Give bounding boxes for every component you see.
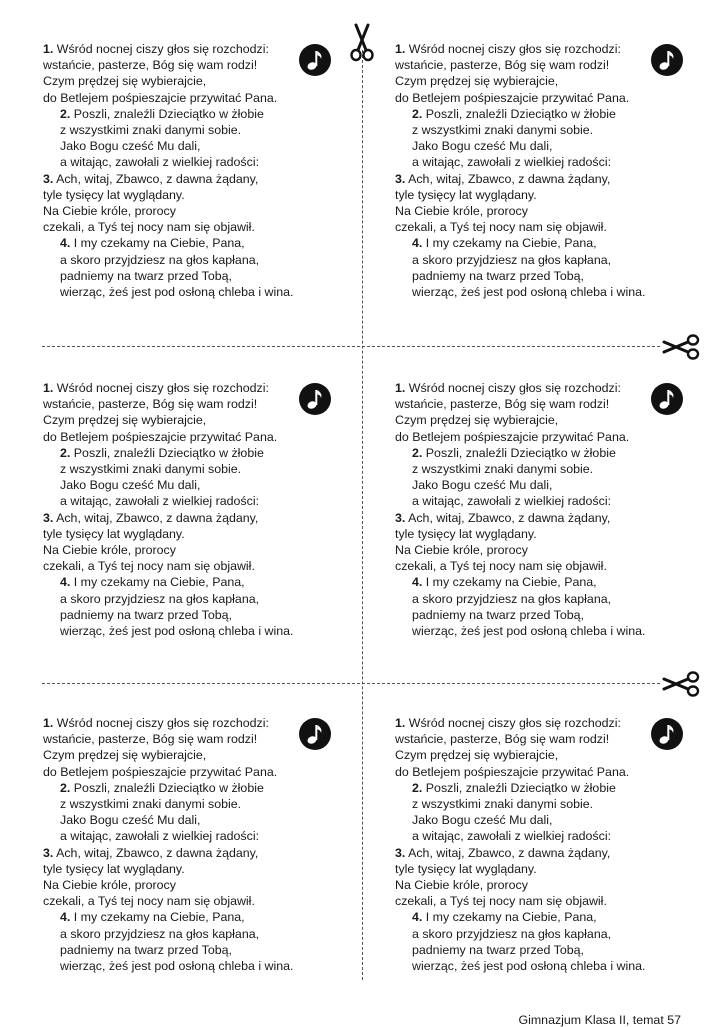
lyrics-line	[43, 861, 343, 877]
lyrics-line-text: czekali, a Tyś tej nocy nam się objawił.	[395, 559, 607, 574]
lyrics-line-text: a skoro przyjdziesz na głos kapłana,	[60, 252, 260, 267]
lyrics-line-text: I my czekamy na Ciebie, Pana,	[70, 575, 245, 590]
lyrics-line-text: Jako Bogu cześć Mu dali,	[412, 813, 553, 828]
music-note-icon	[651, 383, 683, 415]
lyrics-text	[395, 715, 695, 974]
lyrics-line	[43, 235, 343, 251]
lyrics-line	[43, 106, 343, 122]
lyrics-line	[43, 828, 343, 844]
lyrics-line	[43, 57, 343, 73]
lyrics-line-text: I my czekamy na Ciebie, Pana,	[422, 910, 597, 925]
lyrics-line-text: a witając, zawołali z wielkiej radości:	[412, 155, 612, 170]
lyrics-line-text: a skoro przyjdziesz na głos kapłana,	[412, 591, 612, 606]
lyrics-line	[43, 607, 343, 623]
lyrics-text	[395, 41, 695, 300]
lyrics-line	[395, 510, 695, 526]
lyrics-line	[395, 219, 695, 235]
lyrics-line	[395, 796, 695, 812]
lyrics-line	[395, 942, 695, 958]
verse-number: 2.	[60, 445, 71, 460]
lyrics-line	[395, 558, 695, 574]
lyrics-line-text: Czym prędzej się wybierajcie,	[395, 748, 559, 763]
lyrics-line-text: tyle tysięcy lat wyglądany.	[43, 187, 185, 202]
lyrics-line	[43, 429, 343, 445]
lyrics-line-text: wstańcie, pasterze, Bóg się wam rodzi!	[395, 58, 610, 73]
lyrics-line-text: wstańcie, pasterze, Bóg się wam rodzi!	[395, 397, 610, 412]
lyrics-line-text: z wszystkimi znaki danymi sobie.	[60, 123, 242, 138]
lyrics-line	[395, 845, 695, 861]
lyrics-line-text: tyle tysięcy lat wyglądany.	[395, 187, 537, 202]
lyrics-line	[395, 493, 695, 509]
lyrics-line-text: Czym prędzej się wybierajcie,	[395, 74, 559, 89]
lyrics-line-text: wierząc, żeś jest pod osłoną chleba i wina.	[60, 624, 294, 639]
lyrics-line	[395, 187, 695, 203]
lyrics-line-text: I my czekamy na Ciebie, Pana,	[70, 236, 245, 251]
lyrics-line	[43, 623, 343, 639]
lyrics-line-text: z wszystkimi znaki danymi sobie.	[412, 462, 594, 477]
verse-number: 3.	[395, 510, 406, 525]
vertical-cut-line	[362, 50, 363, 980]
lyrics-line	[43, 412, 343, 428]
lyrics-line	[43, 526, 343, 542]
lyrics-line-text: czekali, a Tyś tej nocy nam się objawił.	[43, 220, 255, 235]
verse-number: 2.	[412, 445, 423, 460]
lyrics-line	[395, 284, 695, 300]
lyrics-line-text: Wśród nocnej ciszy głos się rozchodzi:	[405, 716, 621, 730]
lyrics-line-text: Na Ciebie króle, prorocy	[43, 543, 176, 558]
horizontal-cut-line-top	[42, 346, 660, 347]
lyrics-line	[395, 828, 695, 844]
lyrics-line	[395, 926, 695, 942]
lyrics-line-text: do Betlejem pośpieszajcie przywitać Pana.	[43, 429, 278, 444]
lyrics-line	[43, 780, 343, 796]
music-note-icon	[299, 44, 331, 76]
lyrics-line	[43, 926, 343, 942]
music-note-icon	[651, 44, 683, 76]
verse-number: 1.	[43, 716, 54, 730]
scissors-icon	[349, 22, 375, 62]
scissors-icon	[662, 671, 700, 697]
lyrics-text	[43, 715, 343, 974]
lyrics-line-text: Wśród nocnej ciszy głos się rozchodzi:	[53, 381, 269, 395]
music-note-icon	[299, 383, 331, 415]
lyrics-line-text: wstańcie, pasterze, Bóg się wam rodzi!	[43, 58, 258, 73]
horizontal-cut-line-bottom	[42, 683, 660, 684]
lyrics-line-text: Ach, witaj, Zbawco, z dawna żądany,	[405, 845, 611, 860]
lyrics-line	[43, 796, 343, 812]
lyrics-line	[395, 57, 695, 73]
lyrics-line-text: wstańcie, pasterze, Bóg się wam rodzi!	[395, 732, 610, 747]
lyrics-line	[395, 461, 695, 477]
lyrics-line-text: do Betlejem pośpieszajcie przywitać Pana.	[395, 429, 630, 444]
verse-number: 3.	[43, 510, 54, 525]
lyrics-line-text: I my czekamy na Ciebie, Pana,	[70, 910, 245, 925]
lyrics-line	[43, 203, 343, 219]
lyrics-line-text: Poszli, znaleźli Dzieciątko w żłobie	[422, 106, 616, 121]
lyrics-line	[43, 958, 343, 974]
lyrics-line-text: a witając, zawołali z wielkiej radości:	[412, 494, 612, 509]
lyrics-line	[395, 861, 695, 877]
lyrics-line-text: a witając, zawołali z wielkiej radości:	[60, 829, 260, 844]
lyrics-line-text: padniemy na twarz przed Tobą,	[412, 607, 584, 622]
lyrics-line-text: I my czekamy na Ciebie, Pana,	[422, 575, 597, 590]
lyrics-line-text: czekali, a Tyś tej nocy nam się objawił.	[395, 894, 607, 909]
lyrics-line-text: tyle tysięcy lat wyglądany.	[395, 861, 537, 876]
lyrics-line-text: wstańcie, pasterze, Bóg się wam rodzi!	[43, 732, 258, 747]
lyrics-line	[43, 845, 343, 861]
lyrics-line	[395, 138, 695, 154]
lyrics-line	[395, 203, 695, 219]
footer-label: Gimnazjum Klasa II, temat 57	[518, 1013, 681, 1027]
lyrics-card	[43, 41, 363, 331]
verse-number: 4.	[60, 575, 71, 590]
lyrics-line-text: padniemy na twarz przed Tobą,	[60, 607, 232, 622]
lyrics-line	[43, 591, 343, 607]
verse-number: 2.	[60, 780, 71, 795]
music-note-icon	[299, 718, 331, 750]
lyrics-line	[395, 893, 695, 909]
lyrics-line-text: Poszli, znaleźli Dzieciątko w żłobie	[422, 445, 616, 460]
lyrics-line-text: a skoro przyjdziesz na głos kapłana,	[60, 926, 260, 941]
lyrics-line-text: a skoro przyjdziesz na głos kapłana,	[60, 591, 260, 606]
lyrics-line-text: tyle tysięcy lat wyglądany.	[43, 526, 185, 541]
lyrics-line	[395, 41, 695, 57]
lyrics-line-text: Na Ciebie króle, prorocy	[43, 878, 176, 893]
lyrics-line	[43, 122, 343, 138]
lyrics-line-text: wierząc, żeś jest pod osłoną chleba i wina.	[412, 285, 646, 300]
lyrics-line-text: wierząc, żeś jest pod osłoną chleba i wina.	[412, 959, 646, 974]
lyrics-line	[43, 542, 343, 558]
lyrics-line-text: Jako Bogu cześć Mu dali,	[412, 478, 553, 493]
lyrics-line-text: Ach, witaj, Zbawco, z dawna żądany,	[53, 171, 259, 186]
lyrics-line-text: Ach, witaj, Zbawco, z dawna żądany,	[53, 845, 259, 860]
lyrics-text	[395, 380, 695, 639]
lyrics-line	[395, 445, 695, 461]
verse-number: 4.	[60, 910, 71, 925]
lyrics-line-text: a witając, zawołali z wielkiej radości:	[60, 155, 260, 170]
lyrics-line	[43, 909, 343, 925]
lyrics-line-text: Poszli, znaleźli Dzieciątko w żłobie	[70, 780, 264, 795]
lyrics-line	[43, 445, 343, 461]
lyrics-line-text: Wśród nocnej ciszy głos się rozchodzi:	[405, 42, 621, 56]
lyrics-line-text: Jako Bogu cześć Mu dali,	[60, 813, 201, 828]
lyrics-card	[43, 715, 363, 1005]
verse-number: 4.	[60, 236, 71, 251]
lyrics-line	[395, 731, 695, 747]
verse-number: 1.	[395, 42, 406, 56]
lyrics-line-text: wierząc, żeś jest pod osłoną chleba i wina.	[412, 624, 646, 639]
lyrics-line	[395, 396, 695, 412]
lyrics-line	[43, 893, 343, 909]
lyrics-line-text: Jako Bogu cześć Mu dali,	[60, 139, 201, 154]
lyrics-line	[395, 780, 695, 796]
lyrics-line-text: czekali, a Tyś tej nocy nam się objawił.	[43, 894, 255, 909]
lyrics-line-text: czekali, a Tyś tej nocy nam się objawił.	[43, 559, 255, 574]
lyrics-line-text: Poszli, znaleźli Dzieciątko w żłobie	[70, 106, 264, 121]
lyrics-line-text: Jako Bogu cześć Mu dali,	[60, 478, 201, 493]
scissors-icon	[662, 334, 700, 360]
verse-number: 1.	[43, 381, 54, 395]
lyrics-line-text: czekali, a Tyś tej nocy nam się objawił.	[395, 220, 607, 235]
lyrics-line-text: Czym prędzej się wybierajcie,	[43, 748, 207, 763]
music-note-icon	[651, 718, 683, 750]
lyrics-line	[43, 477, 343, 493]
lyrics-line-text: Wśród nocnej ciszy głos się rozchodzi:	[53, 42, 269, 56]
verse-number: 1.	[395, 716, 406, 730]
lyrics-line-text: padniemy na twarz przed Tobą,	[412, 268, 584, 283]
lyrics-line	[395, 252, 695, 268]
lyrics-line	[395, 235, 695, 251]
verse-number: 4.	[412, 575, 423, 590]
lyrics-line	[395, 106, 695, 122]
lyrics-card	[395, 715, 715, 1005]
lyrics-line	[43, 252, 343, 268]
lyrics-line	[395, 268, 695, 284]
lyrics-line	[43, 558, 343, 574]
lyrics-line	[395, 171, 695, 187]
lyrics-line	[43, 380, 343, 396]
verse-number: 4.	[412, 910, 423, 925]
lyrics-line-text: z wszystkimi znaki danymi sobie.	[60, 797, 242, 812]
lyrics-line-text: Ach, witaj, Zbawco, z dawna żądany,	[405, 510, 611, 525]
lyrics-line	[395, 909, 695, 925]
lyrics-line	[395, 122, 695, 138]
lyrics-line-text: Ach, witaj, Zbawco, z dawna żądany,	[53, 510, 259, 525]
lyrics-line-text: Wśród nocnej ciszy głos się rozchodzi:	[53, 716, 269, 730]
lyrics-line-text: padniemy na twarz przed Tobą,	[60, 942, 232, 957]
lyrics-line-text: z wszystkimi znaki danymi sobie.	[412, 123, 594, 138]
verse-number: 4.	[412, 236, 423, 251]
lyrics-line	[395, 715, 695, 731]
lyrics-line	[395, 429, 695, 445]
verse-number: 1.	[43, 42, 54, 56]
lyrics-line	[43, 396, 343, 412]
lyrics-line	[395, 380, 695, 396]
lyrics-line	[395, 812, 695, 828]
lyrics-line	[395, 574, 695, 590]
lyrics-line-text: wierząc, żeś jest pod osłoną chleba i wina.	[60, 959, 294, 974]
lyrics-line	[395, 477, 695, 493]
lyrics-text	[43, 41, 343, 300]
lyrics-line-text: Jako Bogu cześć Mu dali,	[412, 139, 553, 154]
lyrics-line	[43, 73, 343, 89]
verse-number: 2.	[412, 106, 423, 121]
lyrics-line	[395, 412, 695, 428]
lyrics-card	[43, 380, 363, 670]
lyrics-line-text: Na Ciebie króle, prorocy	[395, 543, 528, 558]
lyrics-line	[395, 73, 695, 89]
lyrics-line-text: Poszli, znaleźli Dzieciątko w żłobie	[70, 445, 264, 460]
lyrics-line-text: Na Ciebie króle, prorocy	[43, 204, 176, 219]
lyrics-line	[43, 747, 343, 763]
lyrics-line-text: wstańcie, pasterze, Bóg się wam rodzi!	[43, 397, 258, 412]
lyrics-line	[43, 812, 343, 828]
verse-number: 3.	[395, 171, 406, 186]
lyrics-line	[395, 877, 695, 893]
lyrics-line-text: Na Ciebie króle, prorocy	[395, 878, 528, 893]
lyrics-card	[395, 380, 715, 670]
lyrics-line-text: tyle tysięcy lat wyglądany.	[43, 861, 185, 876]
lyrics-line	[43, 715, 343, 731]
lyrics-line	[395, 747, 695, 763]
lyrics-line-text: a witając, zawołali z wielkiej radości:	[60, 494, 260, 509]
lyrics-line-text: Czym prędzej się wybierajcie,	[395, 413, 559, 428]
lyrics-line	[395, 542, 695, 558]
lyrics-line	[43, 731, 343, 747]
lyrics-line-text: z wszystkimi znaki danymi sobie.	[412, 797, 594, 812]
lyrics-line-text: Poszli, znaleźli Dzieciątko w żłobie	[422, 780, 616, 795]
lyrics-line-text: a skoro przyjdziesz na głos kapłana,	[412, 926, 612, 941]
lyrics-line-text: Czym prędzej się wybierajcie,	[43, 74, 207, 89]
lyrics-line-text: z wszystkimi znaki danymi sobie.	[60, 462, 242, 477]
lyrics-line	[43, 574, 343, 590]
lyrics-line	[43, 171, 343, 187]
lyrics-line-text: do Betlejem pośpieszajcie przywitać Pana.	[395, 90, 630, 105]
lyrics-line-text: a skoro przyjdziesz na głos kapłana,	[412, 252, 612, 267]
verse-number: 1.	[395, 381, 406, 395]
lyrics-line-text: tyle tysięcy lat wyglądany.	[395, 526, 537, 541]
lyrics-line-text: do Betlejem pośpieszajcie przywitać Pana.	[43, 764, 278, 779]
lyrics-line	[43, 284, 343, 300]
lyrics-line-text: I my czekamy na Ciebie, Pana,	[422, 236, 597, 251]
lyrics-line	[395, 591, 695, 607]
lyrics-line-text: a witając, zawołali z wielkiej radości:	[412, 829, 612, 844]
lyrics-line	[43, 461, 343, 477]
lyrics-line-text: padniemy na twarz przed Tobą,	[412, 942, 584, 957]
lyrics-line	[395, 90, 695, 106]
lyrics-line	[395, 526, 695, 542]
lyrics-line	[43, 219, 343, 235]
lyrics-line-text: Czym prędzej się wybierajcie,	[43, 413, 207, 428]
lyrics-line	[43, 877, 343, 893]
lyrics-line	[43, 138, 343, 154]
lyrics-line	[43, 764, 343, 780]
verse-number: 2.	[60, 106, 71, 121]
lyrics-line	[395, 764, 695, 780]
lyrics-line-text: padniemy na twarz przed Tobą,	[60, 268, 232, 283]
verse-number: 3.	[43, 845, 54, 860]
lyrics-line-text: do Betlejem pośpieszajcie przywitać Pana.	[395, 764, 630, 779]
lyrics-line-text: Wśród nocnej ciszy głos się rozchodzi:	[405, 381, 621, 395]
lyrics-text	[43, 380, 343, 639]
lyrics-line	[43, 41, 343, 57]
lyrics-line-text: Ach, witaj, Zbawco, z dawna żądany,	[405, 171, 611, 186]
lyrics-line	[395, 154, 695, 170]
lyrics-line	[395, 623, 695, 639]
lyrics-line	[395, 958, 695, 974]
lyrics-line-text: wierząc, żeś jest pod osłoną chleba i wina.	[60, 285, 294, 300]
lyrics-line	[43, 493, 343, 509]
lyrics-card	[395, 41, 715, 331]
lyrics-line-text: do Betlejem pośpieszajcie przywitać Pana.	[43, 90, 278, 105]
lyrics-line-text: Na Ciebie króle, prorocy	[395, 204, 528, 219]
verse-number: 2.	[412, 780, 423, 795]
lyrics-line	[43, 90, 343, 106]
lyrics-line	[43, 942, 343, 958]
lyrics-line	[43, 154, 343, 170]
lyrics-line	[43, 268, 343, 284]
verse-number: 3.	[43, 171, 54, 186]
lyrics-line	[395, 607, 695, 623]
verse-number: 3.	[395, 845, 406, 860]
lyrics-line	[43, 510, 343, 526]
lyrics-line	[43, 187, 343, 203]
